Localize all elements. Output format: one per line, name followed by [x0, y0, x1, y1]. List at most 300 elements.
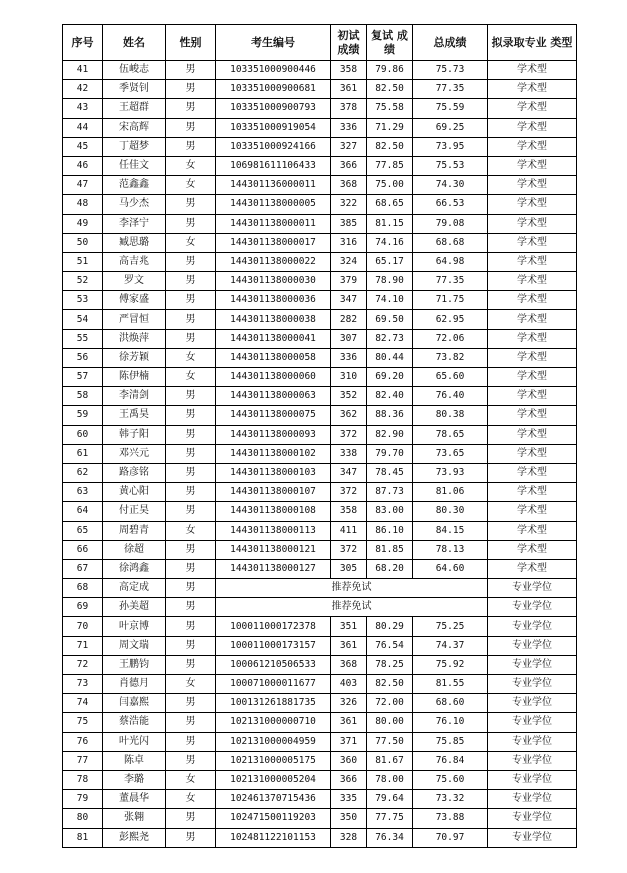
table-row — [63, 617, 577, 636]
cell-total: 75.92 — [413, 655, 488, 674]
cell-retest: 75.58 — [367, 99, 413, 118]
cell-total: 73.65 — [413, 444, 488, 463]
header-retest: 复试 成绩 — [367, 25, 413, 61]
cell-gender: 男 — [166, 694, 216, 713]
cell-name: 蔡浩能 — [103, 713, 166, 732]
cell-total: 78.13 — [413, 540, 488, 559]
cell-name: 丁超梦 — [103, 137, 166, 156]
cell-gender: 男 — [166, 540, 216, 559]
cell-gender: 女 — [166, 521, 216, 540]
cell-prelim: 361 — [331, 713, 367, 732]
cell-type: 学术型 — [488, 99, 577, 118]
cell-prelim: 336 — [331, 348, 367, 367]
cell-exam-id: 103351000900681 — [216, 80, 331, 99]
cell-prelim: 316 — [331, 233, 367, 252]
cell-name: 王鹏钧 — [103, 655, 166, 674]
cell-prelim: 358 — [331, 61, 367, 80]
cell-exam-id: 144301138000113 — [216, 521, 331, 540]
cell-seq: 63 — [63, 483, 103, 502]
cell-prelim: 361 — [331, 636, 367, 655]
cell-seq: 73 — [63, 675, 103, 694]
cell-gender: 女 — [166, 348, 216, 367]
table-row — [63, 80, 577, 99]
cell-seq: 76 — [63, 732, 103, 751]
cell-type: 学术型 — [488, 137, 577, 156]
cell-total: 75.85 — [413, 732, 488, 751]
cell-exam-id: 100011000172378 — [216, 617, 331, 636]
cell-prelim: 358 — [331, 502, 367, 521]
cell-total: 76.40 — [413, 387, 488, 406]
cell-exam-id: 144301138000102 — [216, 444, 331, 463]
cell-retest: 71.29 — [367, 118, 413, 137]
cell-retest: 87.73 — [367, 483, 413, 502]
cell-seq: 58 — [63, 387, 103, 406]
cell-seq: 43 — [63, 99, 103, 118]
cell-gender: 男 — [166, 214, 216, 233]
cell-exam-id: 102471500119203 — [216, 809, 331, 828]
cell-type: 专业学位 — [488, 790, 577, 809]
cell-seq: 77 — [63, 751, 103, 770]
cell-retest: 76.54 — [367, 636, 413, 655]
cell-total: 75.73 — [413, 61, 488, 80]
cell-total: 69.25 — [413, 118, 488, 137]
cell-exam-id: 144301138000127 — [216, 559, 331, 578]
cell-prelim: 335 — [331, 790, 367, 809]
header-gender: 性别 — [166, 25, 216, 61]
cell-type: 专业学位 — [488, 751, 577, 770]
table-body — [63, 61, 577, 848]
cell-exam-id: 144301138000030 — [216, 272, 331, 291]
cell-seq: 51 — [63, 252, 103, 271]
cell-prelim: 366 — [331, 156, 367, 175]
cell-gender: 男 — [166, 444, 216, 463]
cell-gender: 女 — [166, 790, 216, 809]
cell-gender: 男 — [166, 732, 216, 751]
cell-name: 李泽宁 — [103, 214, 166, 233]
cell-exam-id: 144301138000060 — [216, 368, 331, 387]
cell-total: 73.88 — [413, 809, 488, 828]
cell-exam-id: 100131261881735 — [216, 694, 331, 713]
cell-seq: 50 — [63, 233, 103, 252]
cell-retest: 82.73 — [367, 329, 413, 348]
cell-gender: 男 — [166, 252, 216, 271]
table-row — [63, 598, 577, 617]
cell-name: 黄心阳 — [103, 483, 166, 502]
cell-seq: 62 — [63, 463, 103, 482]
table-row — [63, 195, 577, 214]
cell-total: 79.08 — [413, 214, 488, 233]
cell-exam-id: 106981611106433 — [216, 156, 331, 175]
cell-seq: 67 — [63, 559, 103, 578]
cell-gender: 男 — [166, 99, 216, 118]
cell-total: 66.53 — [413, 195, 488, 214]
table-row — [63, 118, 577, 137]
cell-total: 73.95 — [413, 137, 488, 156]
cell-gender: 女 — [166, 675, 216, 694]
cell-total: 76.10 — [413, 713, 488, 732]
cell-seq: 70 — [63, 617, 103, 636]
cell-seq: 42 — [63, 80, 103, 99]
cell-prelim: 347 — [331, 463, 367, 482]
cell-type: 专业学位 — [488, 636, 577, 655]
table-row — [63, 655, 577, 674]
table-row — [63, 694, 577, 713]
cell-retest: 74.10 — [367, 291, 413, 310]
cell-name: 邓兴元 — [103, 444, 166, 463]
table-row — [63, 828, 577, 847]
cell-retest: 81.15 — [367, 214, 413, 233]
cell-gender: 女 — [166, 770, 216, 789]
cell-exam-id: 102131000000710 — [216, 713, 331, 732]
cell-gender: 男 — [166, 61, 216, 80]
cell-total: 81.55 — [413, 675, 488, 694]
cell-type: 学术型 — [488, 502, 577, 521]
header-name: 姓名 — [103, 25, 166, 61]
cell-seq: 66 — [63, 540, 103, 559]
header-exam-id: 考生编号 — [216, 25, 331, 61]
cell-type: 学术型 — [488, 291, 577, 310]
cell-total: 72.06 — [413, 329, 488, 348]
cell-total: 77.35 — [413, 80, 488, 99]
table-row — [63, 329, 577, 348]
cell-name: 陈伊楠 — [103, 368, 166, 387]
cell-seq: 47 — [63, 176, 103, 195]
cell-name: 伍峻志 — [103, 61, 166, 80]
cell-type: 专业学位 — [488, 617, 577, 636]
cell-type: 学术型 — [488, 444, 577, 463]
cell-seq: 69 — [63, 598, 103, 617]
cell-name: 李璐 — [103, 770, 166, 789]
cell-gender: 男 — [166, 828, 216, 847]
cell-name: 闫嘉熙 — [103, 694, 166, 713]
cell-prelim: 403 — [331, 675, 367, 694]
cell-seq: 78 — [63, 770, 103, 789]
header-prelim: 初试 成绩 — [331, 25, 367, 61]
table-row — [63, 176, 577, 195]
cell-exam-id: 100071000011677 — [216, 675, 331, 694]
cell-retest: 68.65 — [367, 195, 413, 214]
table-row — [63, 770, 577, 789]
cell-gender: 男 — [166, 751, 216, 770]
cell-name: 徐超 — [103, 540, 166, 559]
cell-type: 专业学位 — [488, 655, 577, 674]
cell-type: 专业学位 — [488, 828, 577, 847]
table-row — [63, 790, 577, 809]
cell-total: 68.60 — [413, 694, 488, 713]
cell-gender: 男 — [166, 310, 216, 329]
cell-name: 韩子阳 — [103, 425, 166, 444]
cell-retest: 76.34 — [367, 828, 413, 847]
cell-name: 徐芳颖 — [103, 348, 166, 367]
cell-prelim: 352 — [331, 387, 367, 406]
cell-retest: 78.45 — [367, 463, 413, 482]
cell-retest: 74.16 — [367, 233, 413, 252]
cell-retest: 69.50 — [367, 310, 413, 329]
cell-prelim: 372 — [331, 483, 367, 502]
cell-gender: 男 — [166, 195, 216, 214]
cell-seq: 46 — [63, 156, 103, 175]
table-row — [63, 675, 577, 694]
cell-prelim: 372 — [331, 540, 367, 559]
cell-total: 64.60 — [413, 559, 488, 578]
cell-seq: 68 — [63, 579, 103, 598]
cell-exam-id: 144301138000075 — [216, 406, 331, 425]
cell-seq: 59 — [63, 406, 103, 425]
cell-gender: 男 — [166, 463, 216, 482]
cell-prelim: 378 — [331, 99, 367, 118]
cell-name: 叶京博 — [103, 617, 166, 636]
cell-exam-id: 144301138000017 — [216, 233, 331, 252]
cell-name: 张翱 — [103, 809, 166, 828]
table-row — [63, 272, 577, 291]
cell-exam-id: 144301138000058 — [216, 348, 331, 367]
cell-gender: 男 — [166, 713, 216, 732]
cell-retest: 79.70 — [367, 444, 413, 463]
cell-exam-id: 102131000005204 — [216, 770, 331, 789]
table-row — [63, 156, 577, 175]
cell-prelim: 371 — [331, 732, 367, 751]
cell-retest: 78.00 — [367, 770, 413, 789]
cell-seq: 48 — [63, 195, 103, 214]
cell-prelim: 328 — [331, 828, 367, 847]
cell-gender: 男 — [166, 617, 216, 636]
table-row — [63, 521, 577, 540]
cell-type: 学术型 — [488, 80, 577, 99]
cell-total: 62.95 — [413, 310, 488, 329]
cell-gender: 男 — [166, 598, 216, 617]
cell-name: 高定成 — [103, 579, 166, 598]
cell-exam-id: 144301138000005 — [216, 195, 331, 214]
cell-retest: 69.20 — [367, 368, 413, 387]
cell-gender: 男 — [166, 579, 216, 598]
table-row — [63, 137, 577, 156]
cell-exam-id: 103351000924166 — [216, 137, 331, 156]
cell-name: 宋高辉 — [103, 118, 166, 137]
cell-total: 75.53 — [413, 156, 488, 175]
cell-total: 75.25 — [413, 617, 488, 636]
cell-total: 75.60 — [413, 770, 488, 789]
header-total: 总成绩 — [413, 25, 488, 61]
cell-type: 学术型 — [488, 540, 577, 559]
cell-type: 学术型 — [488, 406, 577, 425]
cell-gender: 男 — [166, 80, 216, 99]
cell-exam-id: 102131000004959 — [216, 732, 331, 751]
cell-type: 学术型 — [488, 521, 577, 540]
cell-name: 洪焕萍 — [103, 329, 166, 348]
cell-retest: 79.86 — [367, 61, 413, 80]
table-row — [63, 751, 577, 770]
cell-gender: 男 — [166, 636, 216, 655]
cell-type: 专业学位 — [488, 809, 577, 828]
cell-gender: 女 — [166, 368, 216, 387]
cell-retest: 68.20 — [367, 559, 413, 578]
cell-exam-id: 144301138000038 — [216, 310, 331, 329]
cell-type: 专业学位 — [488, 579, 577, 598]
cell-type: 学术型 — [488, 156, 577, 175]
cell-exam-id: 102461370715436 — [216, 790, 331, 809]
cell-seq: 41 — [63, 61, 103, 80]
cell-prelim: 305 — [331, 559, 367, 578]
cell-seq: 79 — [63, 790, 103, 809]
cell-gender: 男 — [166, 559, 216, 578]
cell-total: 65.60 — [413, 368, 488, 387]
cell-retest: 82.90 — [367, 425, 413, 444]
table-row — [63, 348, 577, 367]
cell-seq: 72 — [63, 655, 103, 674]
cell-seq: 75 — [63, 713, 103, 732]
cell-prelim: 351 — [331, 617, 367, 636]
cell-retest: 81.67 — [367, 751, 413, 770]
table-row — [63, 61, 577, 80]
cell-total: 78.65 — [413, 425, 488, 444]
cell-total: 71.75 — [413, 291, 488, 310]
cell-gender: 男 — [166, 329, 216, 348]
cell-retest: 77.50 — [367, 732, 413, 751]
table-row — [63, 502, 577, 521]
header-row — [63, 25, 577, 61]
cell-seq: 44 — [63, 118, 103, 137]
cell-name: 彭熙尧 — [103, 828, 166, 847]
cell-name: 董晨华 — [103, 790, 166, 809]
cell-prelim: 326 — [331, 694, 367, 713]
header-seq: 序号 — [63, 25, 103, 61]
table-row — [63, 809, 577, 828]
cell-seq: 56 — [63, 348, 103, 367]
cell-seq: 65 — [63, 521, 103, 540]
cell-name: 陈卓 — [103, 751, 166, 770]
cell-name: 傅家盛 — [103, 291, 166, 310]
table-row — [63, 636, 577, 655]
cell-type: 学术型 — [488, 368, 577, 387]
table-row — [63, 463, 577, 482]
cell-retest: 78.90 — [367, 272, 413, 291]
cell-name: 李清剑 — [103, 387, 166, 406]
cell-exam-id: 144301138000011 — [216, 214, 331, 233]
cell-name: 严冒恒 — [103, 310, 166, 329]
cell-exam-id: 102131000005175 — [216, 751, 331, 770]
cell-prelim: 372 — [331, 425, 367, 444]
table-row — [63, 732, 577, 751]
cell-exam-id: 144301138000103 — [216, 463, 331, 482]
cell-type: 专业学位 — [488, 675, 577, 694]
cell-retest: 75.00 — [367, 176, 413, 195]
header-type: 拟录取专业 类型 — [488, 25, 577, 61]
cell-gender: 女 — [166, 233, 216, 252]
table-row — [63, 252, 577, 271]
cell-gender: 女 — [166, 176, 216, 195]
cell-total: 80.30 — [413, 502, 488, 521]
cell-seq: 74 — [63, 694, 103, 713]
cell-seq: 57 — [63, 368, 103, 387]
table-row — [63, 291, 577, 310]
cell-type: 学术型 — [488, 387, 577, 406]
table-row — [63, 310, 577, 329]
table-row — [63, 713, 577, 732]
cell-type: 专业学位 — [488, 598, 577, 617]
table-row — [63, 233, 577, 252]
cell-seq: 53 — [63, 291, 103, 310]
cell-type: 专业学位 — [488, 694, 577, 713]
cell-gender: 男 — [166, 502, 216, 521]
cell-total: 73.82 — [413, 348, 488, 367]
cell-total: 77.35 — [413, 272, 488, 291]
cell-prelim: 324 — [331, 252, 367, 271]
cell-prelim: 362 — [331, 406, 367, 425]
cell-retest: 72.00 — [367, 694, 413, 713]
cell-prelim: 322 — [331, 195, 367, 214]
cell-total: 76.84 — [413, 751, 488, 770]
cell-type: 学术型 — [488, 195, 577, 214]
cell-retest: 65.17 — [367, 252, 413, 271]
cell-exam-id: 144301138000121 — [216, 540, 331, 559]
table-row — [63, 483, 577, 502]
cell-type: 学术型 — [488, 176, 577, 195]
cell-type: 专业学位 — [488, 732, 577, 751]
cell-seq: 55 — [63, 329, 103, 348]
cell-retest: 80.29 — [367, 617, 413, 636]
cell-prelim: 360 — [331, 751, 367, 770]
cell-name: 付正昊 — [103, 502, 166, 521]
cell-retest: 77.75 — [367, 809, 413, 828]
table-row — [63, 425, 577, 444]
cell-prelim: 411 — [331, 521, 367, 540]
cell-retest: 80.44 — [367, 348, 413, 367]
cell-gender: 男 — [166, 272, 216, 291]
cell-prelim: 282 — [331, 310, 367, 329]
cell-merged: 推荐免试 — [216, 579, 488, 598]
table-row — [63, 406, 577, 425]
cell-total: 75.59 — [413, 99, 488, 118]
cell-name: 路彦铭 — [103, 463, 166, 482]
cell-prelim: 368 — [331, 655, 367, 674]
cell-exam-id: 144301138000036 — [216, 291, 331, 310]
cell-prelim: 327 — [331, 137, 367, 156]
cell-name: 臧思璐 — [103, 233, 166, 252]
cell-name: 肖德月 — [103, 675, 166, 694]
cell-name: 范鑫鑫 — [103, 176, 166, 195]
cell-seq: 52 — [63, 272, 103, 291]
cell-retest: 78.25 — [367, 655, 413, 674]
cell-type: 专业学位 — [488, 770, 577, 789]
cell-name: 任佳文 — [103, 156, 166, 175]
cell-merged: 推荐免试 — [216, 598, 488, 617]
cell-exam-id: 144301136000011 — [216, 176, 331, 195]
cell-name: 孙美超 — [103, 598, 166, 617]
cell-total: 74.37 — [413, 636, 488, 655]
cell-retest: 82.50 — [367, 675, 413, 694]
cell-retest: 82.50 — [367, 80, 413, 99]
cell-retest: 79.64 — [367, 790, 413, 809]
cell-type: 学术型 — [488, 252, 577, 271]
cell-name: 王禹昊 — [103, 406, 166, 425]
cell-exam-id: 144301138000108 — [216, 502, 331, 521]
table-row — [63, 387, 577, 406]
cell-exam-id: 102481122101153 — [216, 828, 331, 847]
cell-retest: 88.36 — [367, 406, 413, 425]
cell-seq: 49 — [63, 214, 103, 233]
cell-seq: 45 — [63, 137, 103, 156]
cell-type: 学术型 — [488, 559, 577, 578]
cell-type: 学术型 — [488, 61, 577, 80]
cell-seq: 60 — [63, 425, 103, 444]
cell-exam-id: 144301138000093 — [216, 425, 331, 444]
cell-type: 学术型 — [488, 463, 577, 482]
cell-exam-id: 144301138000107 — [216, 483, 331, 502]
table-row — [63, 540, 577, 559]
cell-name: 徐鸿鑫 — [103, 559, 166, 578]
cell-prelim: 338 — [331, 444, 367, 463]
cell-total: 68.68 — [413, 233, 488, 252]
